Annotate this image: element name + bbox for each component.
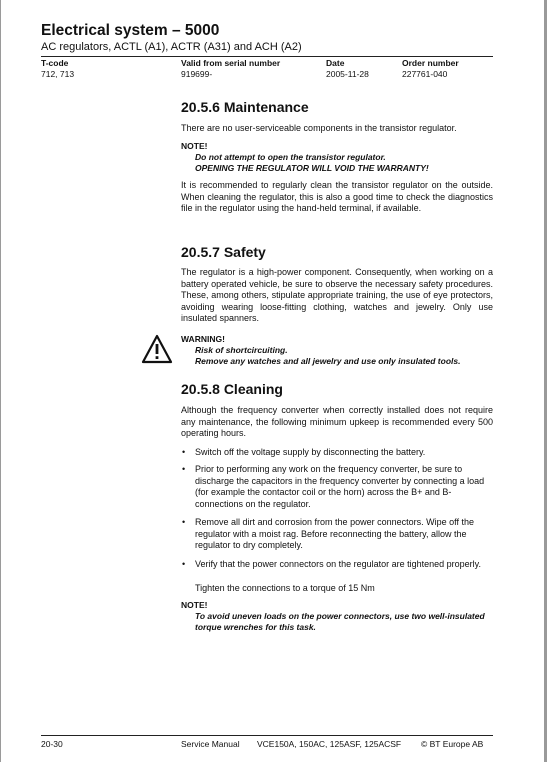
safety-warning-line: Remove any watches and all jewelry and use only insulated tools.: [195, 356, 461, 366]
cleaning-bullet: Remove all dirt and corrosion from the power connectors. Wipe off the regulator with a moist rag. Before reconnecting the battery, allow the regulator to dry completely.: [195, 517, 474, 550]
bullet-marker: •: [182, 559, 186, 569]
footer-copyright: © BT Europe AB: [421, 739, 484, 749]
cleaning-bullet: Verify that the power connectors on the regulator are tightened properly.: [195, 559, 482, 569]
maintenance-intro: There are no user-serviceable components in the transistor regulator.: [181, 123, 457, 133]
warning-triangle-icon: [141, 334, 173, 364]
page-frame-left: [0, 0, 1, 762]
document-title: Electrical system – 5000: [41, 22, 220, 39]
footer-manual: Service Manual: [181, 739, 240, 749]
meta-label-tcode: T-code: [41, 58, 69, 68]
meta-label-order: Order number: [402, 58, 459, 68]
meta-value-serial: 919699-: [181, 69, 213, 79]
safety-body: The regulator is a high-power component. Consequently, when working on a battery operated vehicle, be sure to observe the necessary safety procedures. These, among others, stipulate appropriate training, the use of eye protectors, avoiding wearing loose-fitting clothing, watches and jewelry. Only use insulated spanners.: [181, 267, 493, 323]
meta-label-serial: Valid from serial number: [181, 58, 281, 68]
safety-warning-label: WARNING!: [181, 334, 225, 344]
footer-divider: [41, 735, 493, 736]
footer-page-number: 20-30: [41, 739, 63, 749]
cleaning-note-label: NOTE!: [181, 600, 208, 610]
maintenance-note-line: OPENING THE REGULATOR WILL VOID THE WARRANTY!: [195, 163, 429, 173]
meta-label-date: Date: [326, 58, 345, 68]
footer-models: VCE150A, 150AC, 125ASF, 125ACSF: [257, 739, 402, 749]
maintenance-heading: 20.5.6 Maintenance: [181, 99, 309, 115]
meta-value-tcode: 712, 713: [41, 69, 75, 79]
meta-value-date: 2005-11-28: [326, 69, 369, 79]
cleaning-bullet: Switch off the voltage supply by disconnecting the battery.: [195, 447, 426, 457]
bullet-marker: •: [182, 517, 186, 527]
maintenance-note-line: Do not attempt to open the transistor regulator.: [195, 152, 386, 162]
cleaning-note-text: To avoid uneven loads on the power connectors, use two well-insulated torque wrenches for this task.: [195, 611, 485, 632]
safety-heading: 20.5.7 Safety: [181, 244, 266, 260]
safety-warning-line: Risk of shortcircuiting.: [195, 345, 288, 355]
cleaning-heading: 20.5.8 Cleaning: [181, 381, 283, 397]
header-divider: [41, 56, 493, 57]
document-subtitle: AC regulators, ACTL (A1), ACTR (A31) and ACH (A2): [41, 41, 302, 53]
maintenance-note-label: NOTE!: [181, 141, 208, 151]
meta-value-order: 227761-040: [402, 69, 448, 79]
bullet-marker: •: [182, 447, 186, 457]
cleaning-intro: Although the frequency converter when correctly installed does not require any maintenance, the following minimum upkeep is recommended every 500 operating hours.: [181, 405, 493, 438]
cleaning-bullet: Prior to performing any work on the frequency converter, be sure to discharge the capacitors in the frequency converter by connecting a load (for example the contactor coil or the horn) across the B+ and B- connections on the regulator.: [195, 464, 485, 509]
bullet-marker: •: [182, 464, 186, 474]
maintenance-body: It is recommended to regularly clean the transistor regulator on the outside. When cleaning the regulator, this is also a good time to check the diagnostics file in the regulator using the hand-held terminal, if available.: [181, 180, 493, 213]
cleaning-bullet-extra: Tighten the connections to a torque of 15 Nm: [195, 583, 375, 593]
